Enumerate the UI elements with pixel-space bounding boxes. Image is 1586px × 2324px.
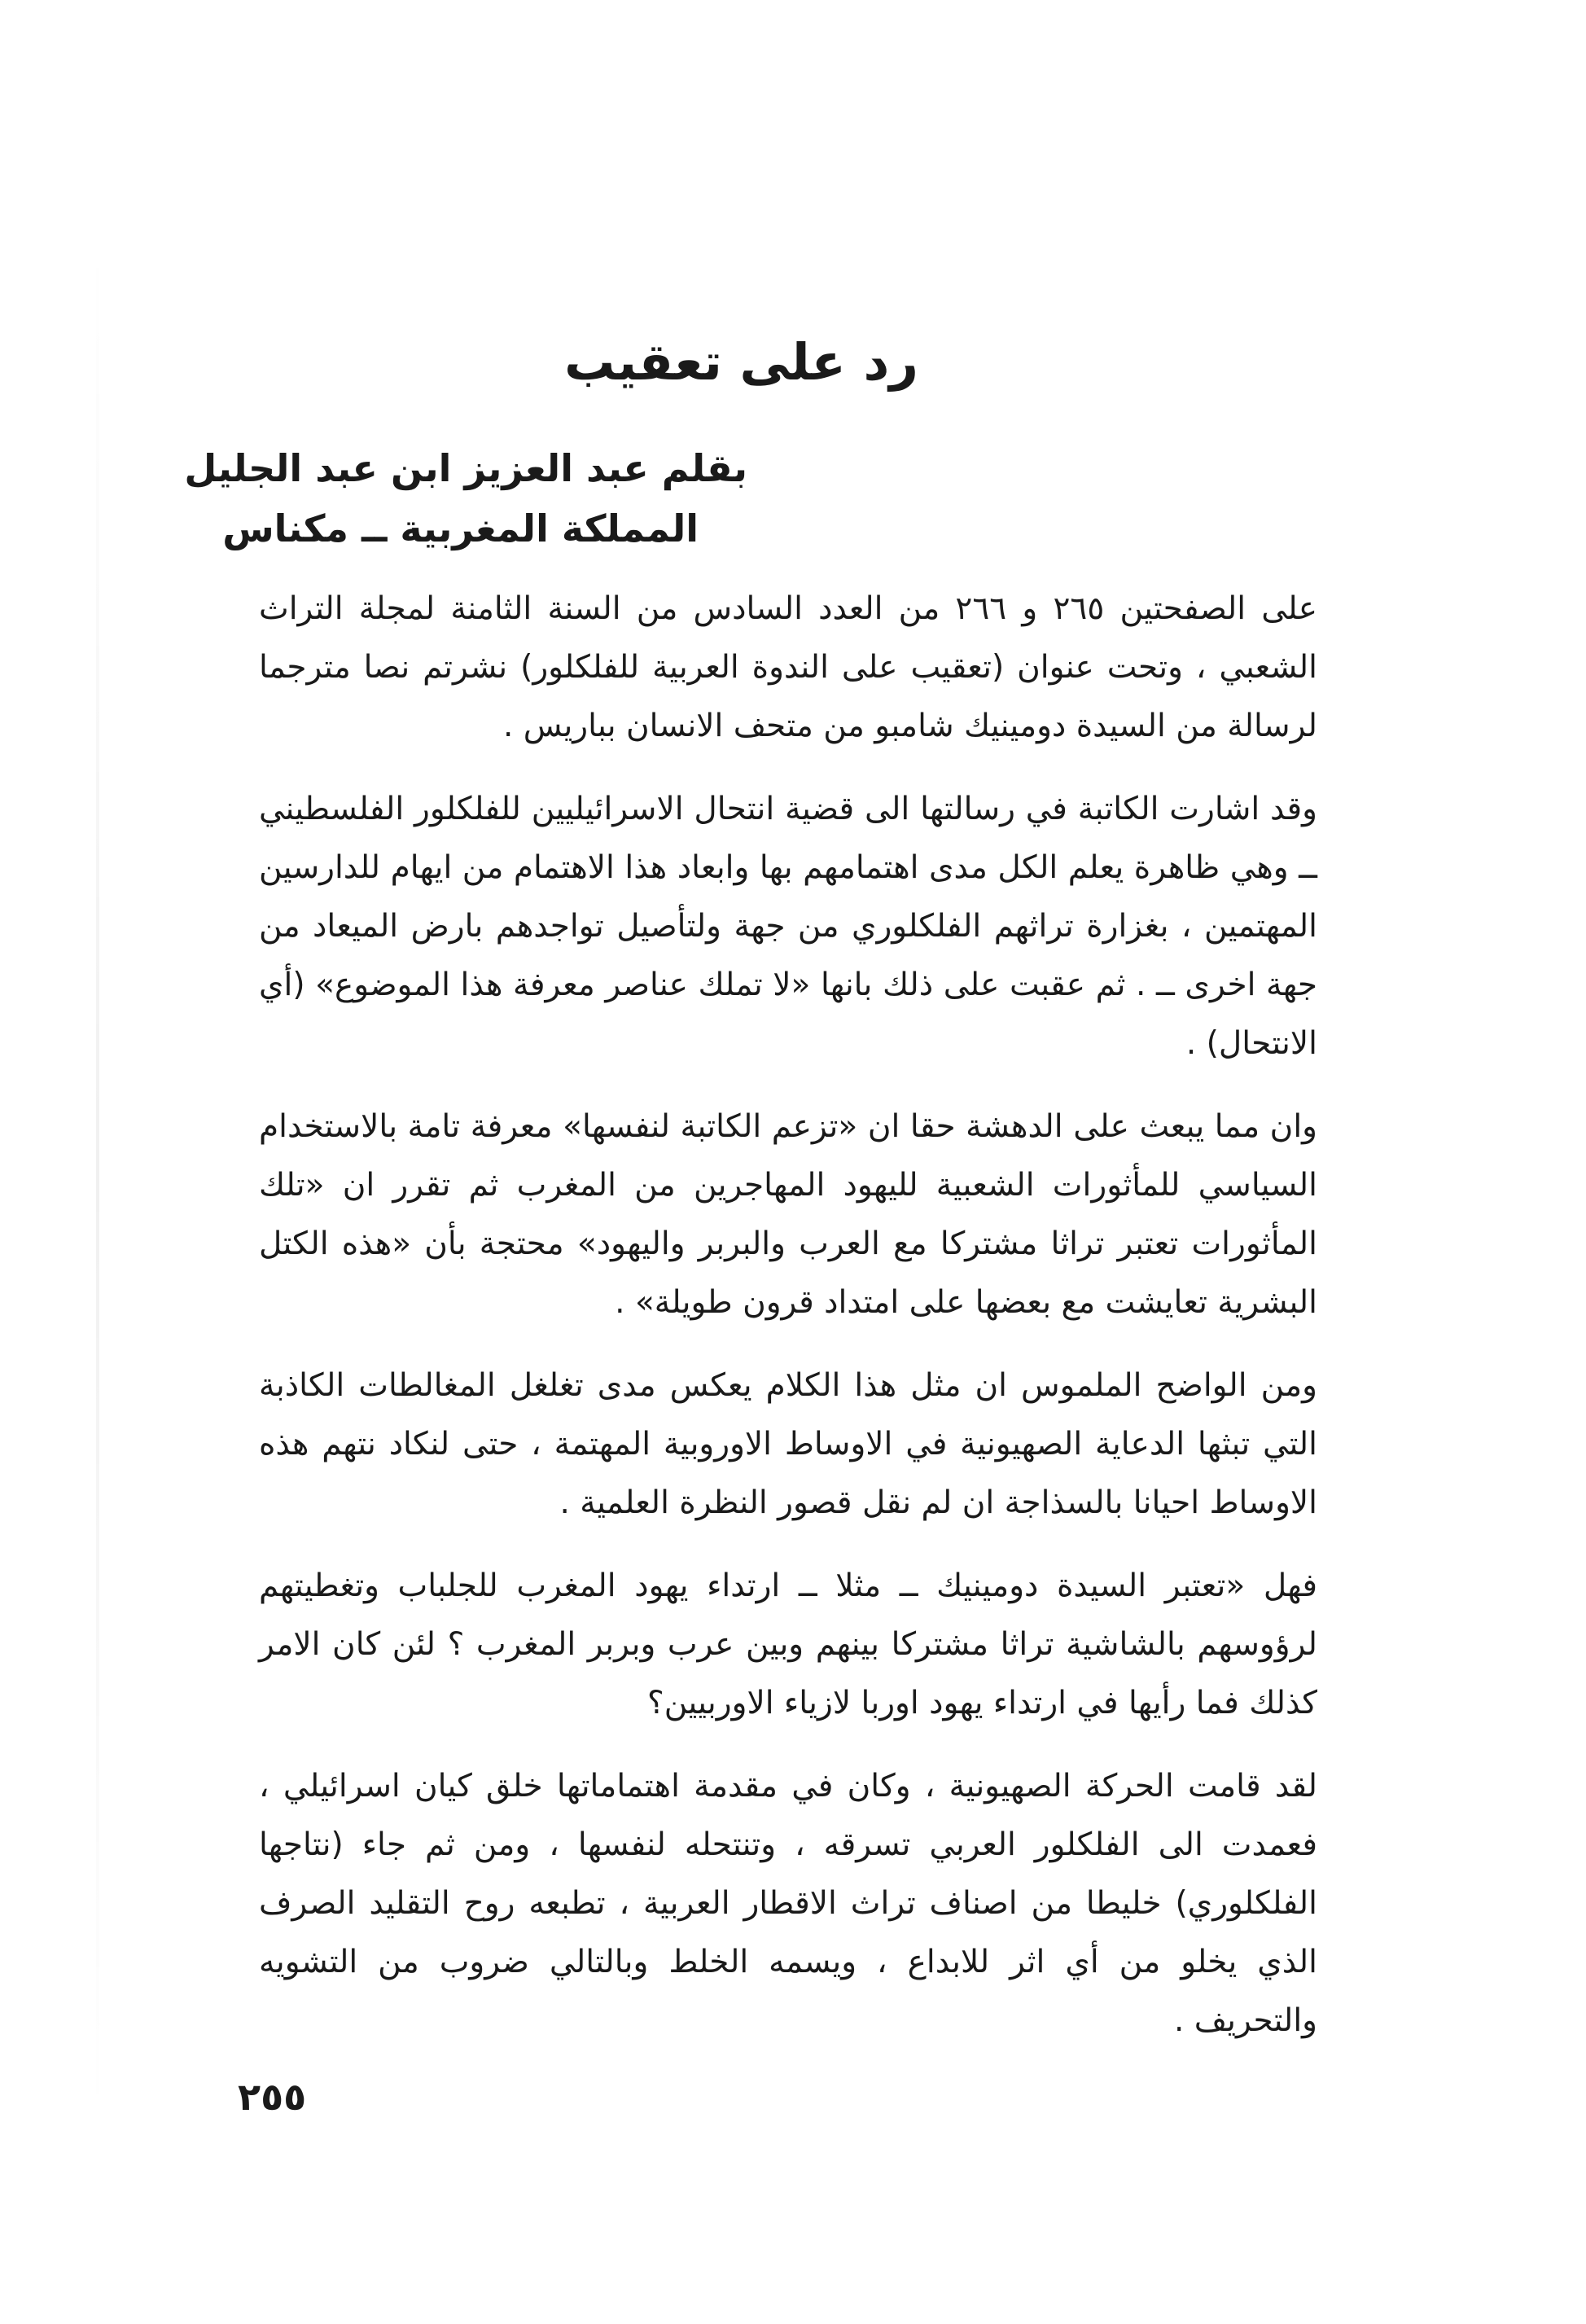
paragraph-2: وقد اشارت الكاتبة في رسالتها الى قضية انتحال الاسرائيليين للفلكلور الفلسطيني ــ وهي ظاهرة يعلم الكل مدى اهتمامهم بها وابعاد هذا الاهتمام من ايهام للدارسين المهتمين ، بغزارة تراثهم الفلكلوري من جهة ولتأصيل تواجدهم بارض الميعاد من جهة اخرى ــ . ثم عقبت على ذلك بانها «لا تملك عناصر معرفة هذا الموضوع» (أي الانتحال) .	[259, 791, 1317, 1062]
paragraph-4: ومن الواضح الملموس ان مثل هذا الكلام يعكس مدى تغلغل المغالطات الكاذبة التي تبثها الدعاية الصهيونية في الاوساط الاوروبية المهتمة ، حتى لنكاد نتهم هذه الاوساط احيانا بالسذاجة ان لم نقل قصور النظرة العلمية .	[259, 1367, 1317, 1521]
paragraph-3: وان مما يبعث على الدهشة حقا ان «تزعم الكاتبة لنفسها» معرفة تامة بالاستخدام السياسي للمأثورات الشعبية لليهود المهاجرين من المغرب ثم تقرر ان «تلك المأثورات تعتبر تراثا مشتركا مع العرب والبربر واليهود» محتجة بأن «هذه الكتل البشرية تعايشت مع بعضها على امتداد قرون طويلة» .	[259, 1108, 1317, 1321]
paragraph-1: على الصفحتين ٢٦٥ و ٢٦٦ من العدد السادس من السنة الثامنة لمجلة التراث الشعبي ، وتحت عنوان (تعقيب على الندوة العربية للفلكلور) نشرتم نصا مترجما لرسالة من السيدة دومينيك شامبو من متحف الانسان بباريس .	[259, 590, 1317, 744]
article-author: بقلم عبد العزيز ابن عبد الجليل	[184, 446, 747, 490]
scan-shadow	[96, 236, 99, 2125]
page-number: ٢٥٥	[238, 2075, 307, 2119]
paragraph-5: فهل «تعتبر السيدة دومينيك ــ مثلا ــ ارتداء يهود المغرب للجلباب وتغطيتهم لرؤوسهم بالشاشية تراثا مشتركا بينهم وبين عرب وبربر المغرب ؟ لئن كان الامر كذلك فما رأيها في ارتداء يهود اوربا لازياء الاوربيين؟	[259, 1568, 1317, 1721]
article-title: رد على تعقيب	[564, 332, 918, 392]
article-location: المملكة المغربية ــ مكناس	[222, 506, 699, 550]
paragraph-6: لقد قامت الحركة الصهيونية ، وكان في مقدمة اهتماماتها خلق كيان اسرائيلي ، فعمدت الى الفلكلور العربي تسرقه ، وتنتحله لنفسها ، ومن ثم جاء (نتاجها الفلكلوري) خليطا من اصناف تراث الاقطار العربية ، تطبعه روح التقليد الصرف الذي يخلو من أي اثر للابداع ، ويسمه الخلط وبالتالي ضروب من التشويه والتحريف .	[259, 1768, 1317, 2039]
article-body	[259, 580, 1317, 2075]
